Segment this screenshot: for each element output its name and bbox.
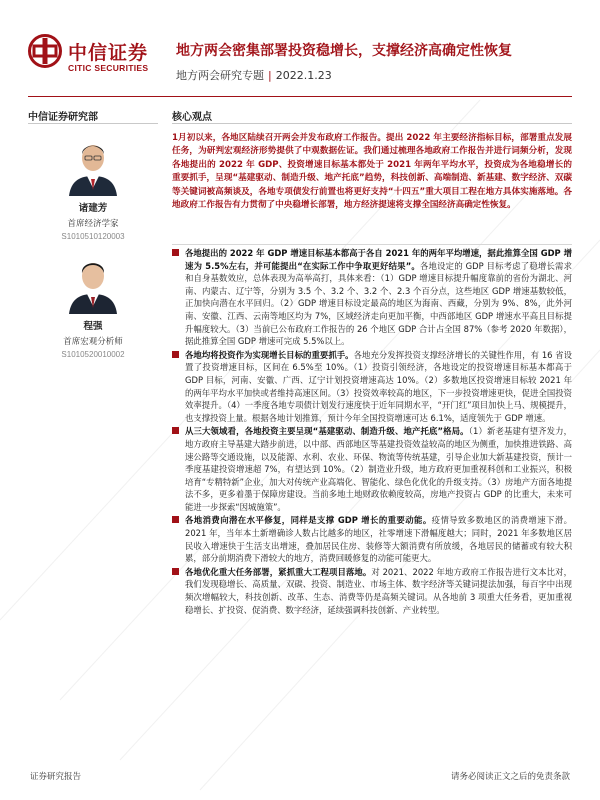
key-point bbox=[172, 566, 572, 616]
key-point-lead: 各地优化重大任务部署，紧抓重大工程项目落地。 bbox=[185, 566, 372, 577]
analyst-license: S1010510120003 bbox=[61, 232, 125, 241]
citic-logo-icon bbox=[28, 34, 62, 68]
report-date: 2022.1.23 bbox=[275, 69, 332, 82]
bullet-square-icon bbox=[172, 427, 179, 434]
key-point-lead: 各地均将投资作为实现增长目标的重要抓手。 bbox=[185, 349, 354, 360]
header-divider bbox=[28, 96, 572, 97]
bullet-square-icon bbox=[172, 568, 179, 575]
bullet-square-icon bbox=[172, 249, 179, 256]
report-header bbox=[28, 30, 588, 100]
summary-paragraph: 1月初以来，各地区陆续召开两会并发布政府工作报告。提出 2022 年主要经济指标目标，部署重点发展任务，为研判宏观经济形势提供了中观数据佐证。我们通过梳理各地政府工作报告并进行词频分析，发现各地提出的 2022 年 GDP、投资增速目标基本都处于 2021 年两年平均水平，投资成为各地稳增长的重要抓手，呈现“基建驱动、制造升级、地产托底”趋势，科技创新、高端制造、新基建、数字经济、双碳等关键词被高频谈及，各地专项债发行前置也将更好支持“十四五”重大项目工程在地方具体实施落地。各地政府工作报告有力贯彻了中央稳增长部署，地方经济提速将支撑全国经济高确定性恢复。 bbox=[172, 133, 572, 211]
disclaimer-note: 请务必阅读正文之后的免责条款 bbox=[450, 772, 570, 782]
analyst-name: 程强 bbox=[83, 321, 103, 332]
key-point-body: 各地设定的 GDP 目标考虑了稳增长需求和自身基数效应，总体表现为高举高打，具体来看：（1）GDP 增速目标提升幅度靠前的省份为湖北、河南、内蒙古、辽宁等，分别为 3.5 个、3.2 个、3.2 个、2.3 个百分点，这些地区 GDP 增速基数较低，正加快向潜在水平回归。（2）GDP 增速目标设定最高的地区为海南、西藏，分别为 9%、8%，此外河南、安徽、江西、云南等地区均为 7%，区域经济走向更加平衡，中西部地区 GDP 增速水平高且目标提升幅度较大。（3）当前已公布政府工作报告的 26 个地区 GDP 合计占全国 87%（参考 2020 年数据），据此推算全国 GDP 增速可完成 5.5%以上。 bbox=[185, 260, 573, 347]
brand-name-en: CITIC SECURITIES bbox=[68, 63, 149, 73]
key-point bbox=[172, 425, 572, 513]
key-point bbox=[172, 349, 572, 425]
core-views-heading: 核心观点 bbox=[172, 112, 212, 123]
key-point-body: （1）新老基建有望齐发力，地方政府主导基建大踏步前进，以中部、西部地区等基建投资效益较高的地区为侧重，加快推进铁路、高速公路等交通设施，以及能源、水利、农业、环保、物流等传统基建，引导企业加大新基建投资，预计一季度基建投资增速超 7%，有望达到 10%。（2）制造业升级，地方政府更加重视科创和工业振兴，积极培育“专精特新”企业，加大对传统产业高端化、智能化、绿色化优化的升级支持。（3）房地产方面各地提法不多，更多着墨于保障房建设。当前多地土地财政依赖度较高，房地产投资占 GDP 的比重大，未来可能进一步探索“因城施策”。 bbox=[185, 426, 572, 512]
key-point-body: 各地充分发挥投资支撑经济增长的关键性作用，有 16 省设置了投资增速目标，区间在 6.5%至 10%。（1）投资引领经济，各地设定的投资增速目标基本都高于 GDP 目标，河南、安徽、广西、辽宁计划投资增速高达 10%。（2）多数地区投资增速目标较 2021 年的两年平均水平加快或者维持高速区间。（3）投资效率较高的地区，下一步投资增速更快，促进全国投资效率提升。（4）一季度各地专项债计划发行速度快于近年同期水平，“开门红”项目加快上马、规模提升，也支撑投资上量。根据各地计划推算，预计今年全国投资增速可达 6.1%，适度领先于 GDP 增速。 bbox=[185, 349, 573, 423]
report-title: 地方两会密集部署投资稳增长，支撑经济高确定性恢复 bbox=[176, 43, 512, 59]
analyst-card bbox=[28, 134, 158, 241]
brand-name-cn: 中信证券 bbox=[68, 42, 149, 64]
summary-divider bbox=[172, 244, 572, 245]
analyst-name: 诸建芳 bbox=[78, 203, 108, 214]
key-point bbox=[172, 247, 572, 348]
key-points-list bbox=[172, 247, 572, 617]
analyst-photo bbox=[65, 134, 121, 196]
analyst-role: 首席经济学家 bbox=[67, 219, 119, 229]
footer-label: 证券研究报告 bbox=[30, 772, 82, 782]
analyst-license: S1010520010002 bbox=[61, 350, 125, 359]
bullet-square-icon bbox=[172, 351, 179, 358]
analyst-photo bbox=[65, 252, 121, 314]
key-point-lead: 从三大领域看，各地投资主要呈现“基建驱动、制造升级、地产托底”格局。 bbox=[185, 426, 469, 437]
key-point-lead: 各地消费向潜在水平修复，同样是支撑 GDP 增长的重要动能。 bbox=[185, 515, 432, 526]
report-series: 地方两会研究专题 bbox=[176, 69, 264, 82]
subtitle-separator: | bbox=[268, 69, 272, 82]
report-subtitle bbox=[176, 67, 332, 83]
analyst-role: 首席宏观分析师 bbox=[63, 337, 123, 347]
bullet-square-icon bbox=[172, 516, 179, 523]
analyst-card bbox=[28, 252, 158, 359]
sidebar-heading: 中信证券研究部 bbox=[28, 112, 98, 123]
key-point bbox=[172, 514, 572, 564]
key-point-body: 疫情导致多数地区的消费增速下滑。2021 年，当年本土新增确诊人数占比越多的地区，社零增速下滑幅度越大；同时，2021 年多数地区居民收入增速快于生活支出增速，叠加居民住房、装修等大额消费有所放缓，各地居民的储蓄或有较大积累，部分前期消费下滑较大的地方，消费回暖修复的动能可能更大。 bbox=[185, 515, 573, 564]
sidebar-divider bbox=[28, 123, 158, 124]
key-point-lead: 各地提出的 2022 年 GDP 增速目标基本都高于各自 2021 年的两年平均增速，据此推算全国 GDP 增速为 5.5%左右，并可能提出“在实际工作中争取更好结果”。 bbox=[185, 248, 572, 271]
main-divider bbox=[172, 123, 572, 124]
key-point-body: 对 2021、2022 年地方政府工作报告进行文本比对，我们发现稳增长、高质量、双碳、投资、制造业、市场主体、数字经济等关键词提法加强，每百字中出现频次增幅较大，科技创新、改革、生态、消费等仍是高频关键词。从各地前 3 项重大任务看，更加重视稳增长、扩投资、促消费、数字经济，延续强调科技创新、产业转型。 bbox=[185, 566, 573, 615]
